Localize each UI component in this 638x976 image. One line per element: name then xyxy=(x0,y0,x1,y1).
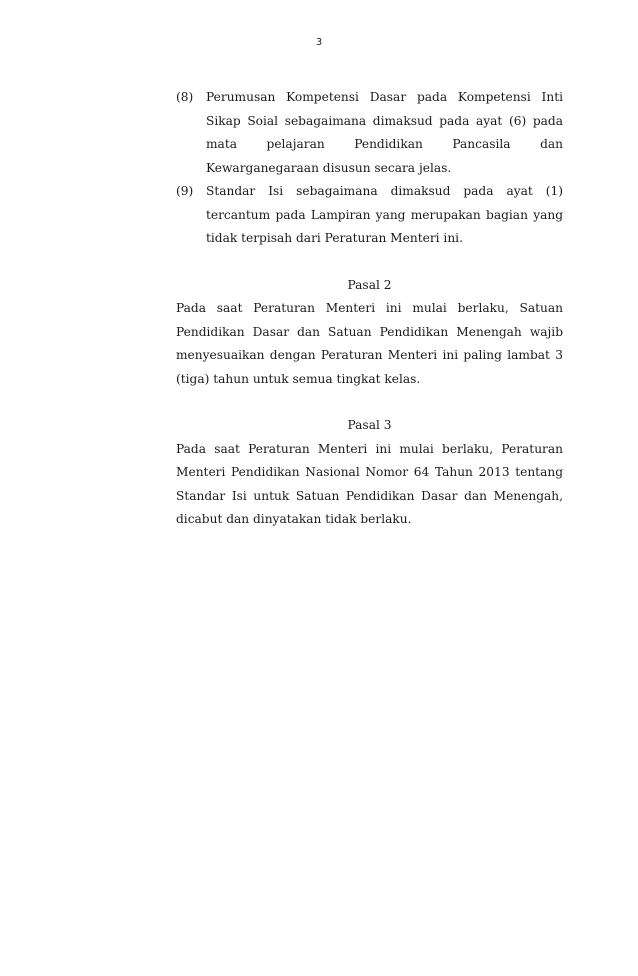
list-item xyxy=(176,86,563,180)
item-number: (8) xyxy=(176,90,194,104)
section-paragraph: Pada saat Peraturan Menteri ini mulai berlaku, Peraturan Menteri Pendidikan Nasional Nomor 64 Tahun 2013 tentang Standar Isi untuk Satuan Pendidikan Dasar dan Menengah, dicabut dan dinyatakan tidak berlaku. xyxy=(176,441,563,526)
item-text: Perumusan Kompetensi Dasar pada Kompetensi Inti Sikap Soial sebagaimana dimaksud pada ayat (6) pada mata pelajaran Pendidikan Pancasila dan Kewarganegaraan disusun secara jelas. xyxy=(206,90,563,175)
page-number: 3 xyxy=(315,37,323,48)
document-body xyxy=(176,86,563,532)
section-heading: Pasal 3 xyxy=(347,418,392,432)
section-paragraph: Pada saat Peraturan Menteri ini mulai berlaku, Satuan Pendidikan Dasar dan Satuan Pendidikan Menengah wajib menyesuaikan dengan Peraturan Menteri ini paling lambat 3 (tiga) tahun untuk semua tingkat kelas. xyxy=(176,301,563,386)
section-heading: Pasal 2 xyxy=(347,277,392,292)
item-text: Standar Isi sebagaimana dimaksud pada ayat (1) tercantum pada Lampiran yang merupakan bagian yang tidak terpisah dari Peraturan Menteri ini. xyxy=(206,184,563,245)
item-number: (9) xyxy=(176,184,194,198)
list-item xyxy=(176,180,563,251)
